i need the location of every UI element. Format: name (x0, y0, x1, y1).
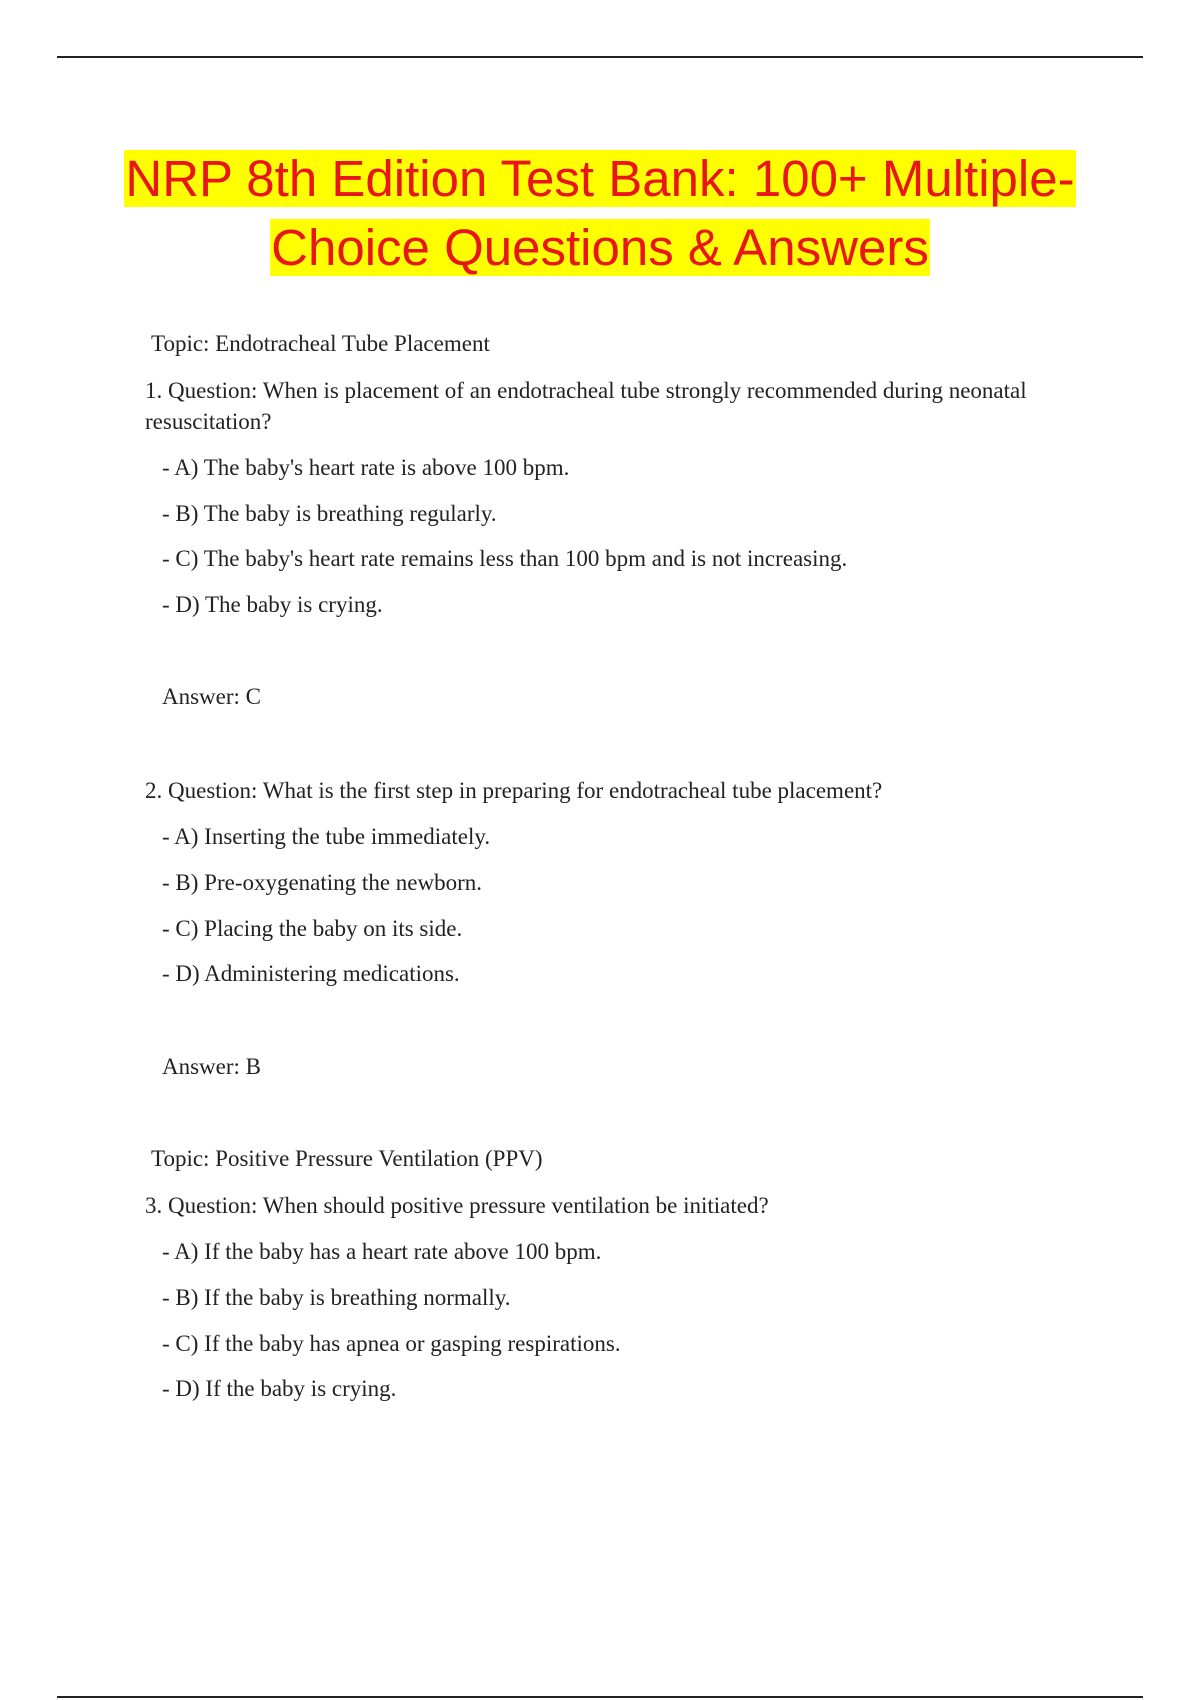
option-item: - A) If the baby has a heart rate above 100 bpm. (162, 1239, 602, 1264)
option-item: - D) Administering medications. (162, 961, 460, 986)
question-1: 1. Question: When is placement of an endotracheal tube strongly recommended during neonatal resuscitation? (145, 378, 1027, 434)
answer-1: Answer: C (162, 684, 262, 709)
option-item: - B) Pre-oxygenating the newborn. (162, 870, 483, 895)
option-item: - D) If the baby is crying. (162, 1376, 397, 1401)
topic-heading: Topic: Endotracheal Tube Placement (151, 331, 490, 356)
title-line-1: NRP 8th Edition Test Bank: 100+ Multiple- (125, 150, 1075, 207)
option-item: - D) The baby is crying. (162, 592, 383, 617)
option-item: - C) Placing the baby on its side. (162, 916, 463, 941)
option-item: - A) The baby's heart rate is above 100 bpm. (162, 455, 570, 480)
question-2: 2. Question: What is the first step in preparing for endotracheal tube placement? (145, 778, 883, 803)
option-item: - A) Inserting the tube immediately. (162, 824, 491, 849)
option-item: - C) If the baby has apnea or gasping respirations. (162, 1331, 621, 1356)
answer-2: Answer: B (162, 1054, 262, 1079)
bottom-rule (57, 1696, 1143, 1698)
option-item: - C) The baby's heart rate remains less than 100 bpm and is not increasing. (162, 546, 848, 571)
topic-heading: Topic: Positive Pressure Ventilation (PPV) (151, 1146, 543, 1171)
title-line-2: Choice Questions & Answers (271, 219, 929, 276)
option-item: - B) If the baby is breathing normally. (162, 1285, 511, 1310)
document-title (0, 144, 1200, 282)
option-item: - B) The baby is breathing regularly. (162, 501, 497, 526)
question-3: 3. Question: When should positive pressure ventilation be initiated? (145, 1193, 769, 1218)
top-rule (57, 56, 1143, 58)
